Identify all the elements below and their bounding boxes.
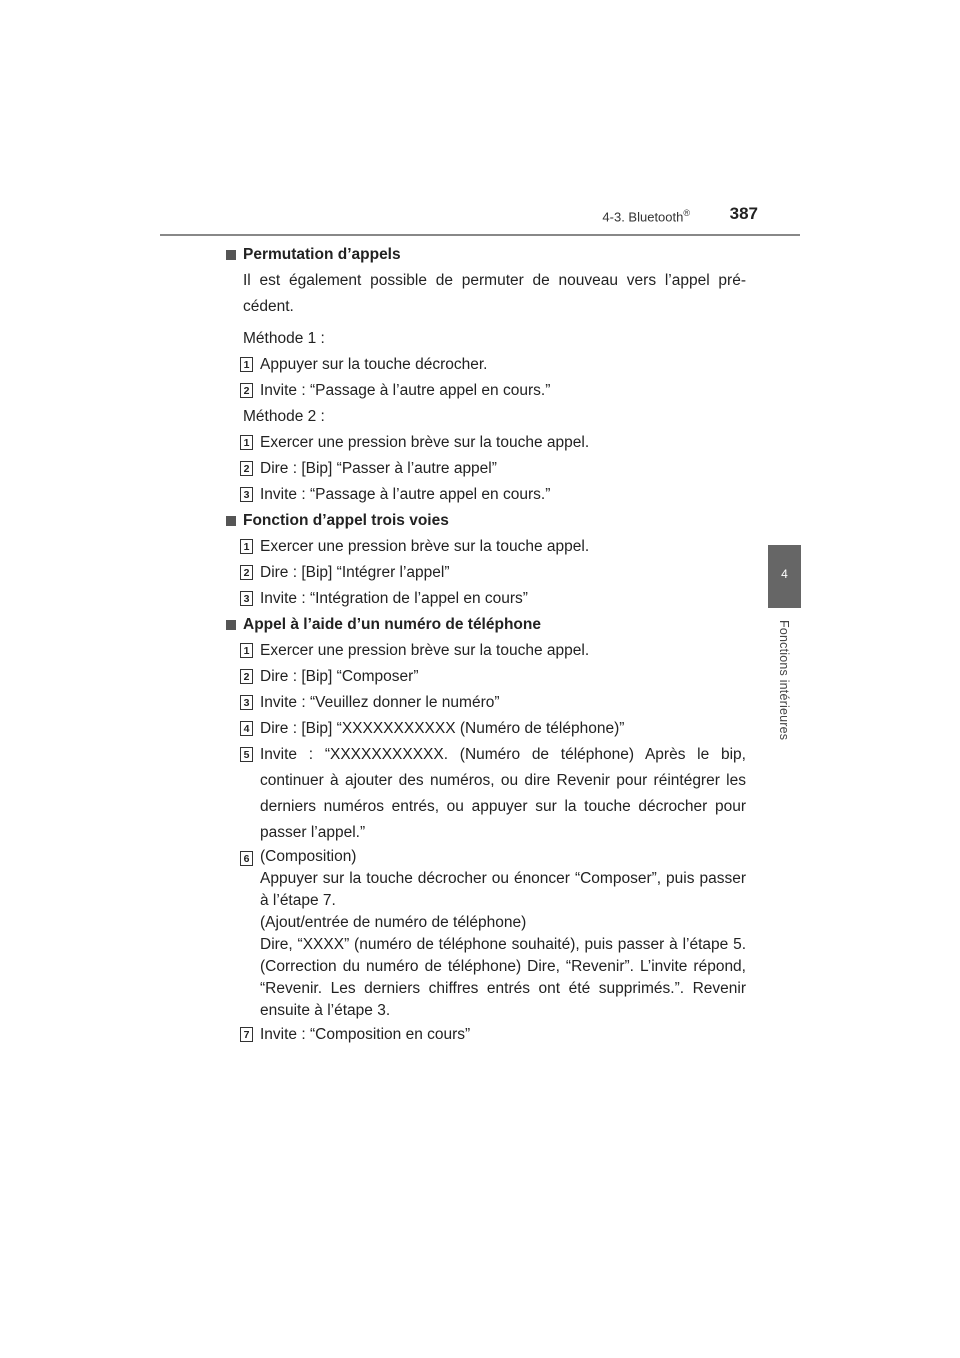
- section-heading: Permutation d’appels: [224, 242, 746, 268]
- list-item: [224, 586, 746, 612]
- chapter-title: Fonctions intérieures: [777, 620, 791, 741]
- step-text: (Composition): [260, 848, 357, 865]
- step-text: Invite : “Passage à l’autre appel en cours.”: [260, 486, 551, 503]
- list-item: [224, 690, 746, 716]
- list-item: [224, 430, 746, 456]
- step-number: 1: [240, 435, 253, 450]
- step-number: 2: [240, 669, 253, 684]
- step-number: 5: [240, 747, 253, 762]
- step-text: Invite : “Veuillez donner le numéro”: [260, 694, 500, 711]
- step-number: 1: [240, 357, 253, 372]
- step-number: 3: [240, 487, 253, 502]
- step-text: Exercer une pression brève sur la touche appel.: [260, 538, 590, 555]
- step-text: Invite : “Passage à l’autre appel en cours.”: [260, 382, 551, 399]
- section-heading: Fonction d’appel trois voies: [224, 508, 746, 534]
- step-text: Invite : “XXXXXXXXXXX. (Numéro de téléphone) Après le bip, continuer à ajouter des numéros, ou dire Revenir pour réintégrer les derniers numéros entrés, ou appuyer sur la touche décrocher pour passer l’appel.”: [260, 746, 746, 841]
- step-number: 2: [240, 383, 253, 398]
- list-item: [224, 352, 746, 378]
- list-item: [224, 742, 746, 846]
- list-item: [224, 638, 746, 664]
- list-item: [224, 664, 746, 690]
- list-item: [224, 1022, 746, 1048]
- step-text: Exercer une pression brève sur la touche appel.: [260, 434, 590, 451]
- step-number: 3: [240, 695, 253, 710]
- step-text: Dire : [Bip] “XXXXXXXXXXX (Numéro de téléphone)”: [260, 720, 625, 737]
- list-item: [224, 456, 746, 482]
- list-item: [224, 534, 746, 560]
- step-text: Appuyer sur la touche décrocher ou énoncer “Composer”, puis passer à l’étape 7.: [260, 870, 746, 909]
- step-text: Dire : [Bip] “Passer à l’autre appel”: [260, 460, 497, 477]
- list-item: [224, 716, 746, 742]
- list-item: [224, 482, 746, 508]
- step-text: Dire : [Bip] “Composer”: [260, 668, 419, 685]
- list-item: [224, 560, 746, 586]
- list-item: [224, 378, 746, 404]
- step-text: Dire, “XXXX” (numéro de téléphone souhaité), puis passer à l’étape 5. (Correction du numéro de téléphone) Dire, “Revenir”. L’invite répond, “Revenir. Les derniers chiffres entrés ont été supprimés.”. Revenir ensuite à l’étape 3.: [260, 936, 746, 1019]
- step-number: 1: [240, 539, 253, 554]
- method-label: Méthode 1 :: [243, 330, 325, 347]
- list-item: [224, 846, 746, 1022]
- paragraph: Il est également possible de permuter de nouveau vers l’appel pré-cédent.: [243, 272, 746, 315]
- step-number: 4: [240, 721, 253, 736]
- chapter-tab: [768, 545, 801, 608]
- step-number: 2: [240, 565, 253, 580]
- step-text: Appuyer sur la touche décrocher.: [260, 356, 488, 373]
- step-text: Dire : [Bip] “Intégrer l’appel”: [260, 564, 450, 581]
- step-text: Invite : “Composition en cours”: [260, 1026, 471, 1043]
- page-number: 387: [729, 204, 758, 223]
- chapter-number: 4: [781, 567, 788, 581]
- step-text: (Ajout/entrée de numéro de téléphone): [260, 914, 527, 931]
- step-number: 1: [240, 643, 253, 658]
- step-text: Exercer une pression brève sur la touche appel.: [260, 642, 590, 659]
- section-heading: Appel à l’aide d’un numéro de téléphone: [224, 612, 746, 638]
- section-title: 4-3. Bluetooth®: [602, 208, 690, 225]
- header-rule: [160, 234, 800, 236]
- step-number: 7: [240, 1027, 253, 1042]
- page-content: [224, 242, 746, 1048]
- step-text: Invite : “Intégration de l’appel en cours”: [260, 590, 528, 607]
- method-label: Méthode 2 :: [243, 408, 325, 425]
- step-number: 3: [240, 591, 253, 606]
- step-number: 2: [240, 461, 253, 476]
- step-number: 6: [240, 851, 253, 866]
- page-header: [160, 200, 800, 236]
